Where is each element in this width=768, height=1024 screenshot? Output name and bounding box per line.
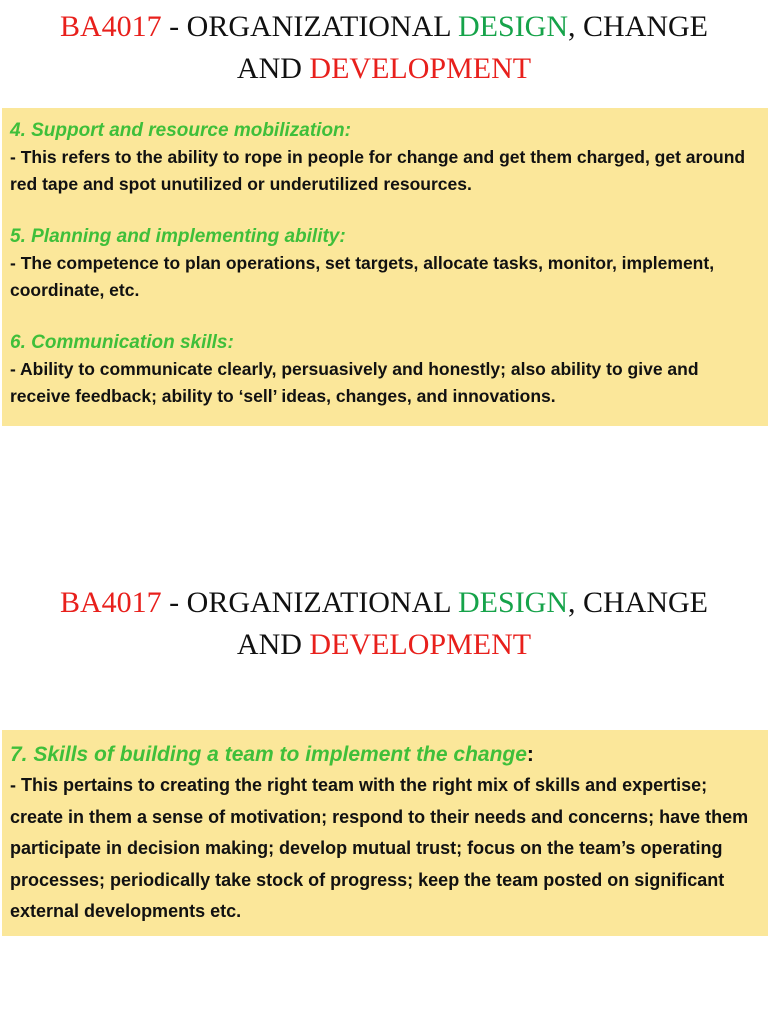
content-box (2, 108, 768, 426)
title-design: DESIGN (458, 586, 569, 619)
title-line-1 (0, 582, 768, 624)
content-box (2, 730, 768, 936)
title-line-2 (0, 48, 768, 90)
title-text: - ORGANIZATIONAL (161, 586, 459, 619)
section-communication (10, 330, 758, 410)
section-heading (10, 740, 758, 770)
title-development: DEVELOPMENT (309, 628, 532, 661)
section-support (10, 118, 758, 198)
section-heading: 6. Communication skills: (10, 332, 234, 353)
title-and: AND (236, 52, 310, 85)
section-body: - The competence to plan operations, set targets, allocate tasks, monitor, implement, coordinate, etc. (10, 253, 715, 300)
section-body: - This refers to the ability to rope in people for change and get them charged, get around red tape and spot unutilized or underutilized resources. (10, 147, 746, 194)
section-heading: 5. Planning and implementing ability: (10, 226, 346, 247)
section-heading: 4. Support and resource mobilization: (10, 120, 351, 141)
title-text: - ORGANIZATIONAL (161, 10, 459, 43)
page-title (0, 6, 768, 90)
section-team-building (10, 740, 758, 928)
title-change: , CHANGE (568, 10, 709, 43)
title-development: DEVELOPMENT (309, 52, 532, 85)
title-line-2 (0, 624, 768, 666)
title-change: , CHANGE (568, 586, 709, 619)
course-code: BA4017 (59, 586, 162, 619)
title-and: AND (236, 628, 310, 661)
page-title (0, 582, 768, 666)
section-body: - This pertains to creating the right team with the right mix of skills and expertise; create in them a sense of motivation; respond to their needs and concerns; have them participate in decision making; develop mutual trust; focus on the team’s operating processes; periodically take stock of progress; keep the team posted on significant external developments etc. (10, 775, 749, 921)
title-design: DESIGN (458, 10, 569, 43)
section-heading-colon: : (526, 743, 534, 766)
title-line-1 (0, 6, 768, 48)
section-body: - Ability to communicate clearly, persuasively and honestly; also ability to give and receive feedback; ability to ‘sell’ ideas, changes, and innovations. (10, 359, 699, 406)
section-planning (10, 224, 758, 304)
course-code: BA4017 (59, 10, 162, 43)
section-heading-text: 7. Skills of building a team to implement the change (10, 743, 527, 766)
